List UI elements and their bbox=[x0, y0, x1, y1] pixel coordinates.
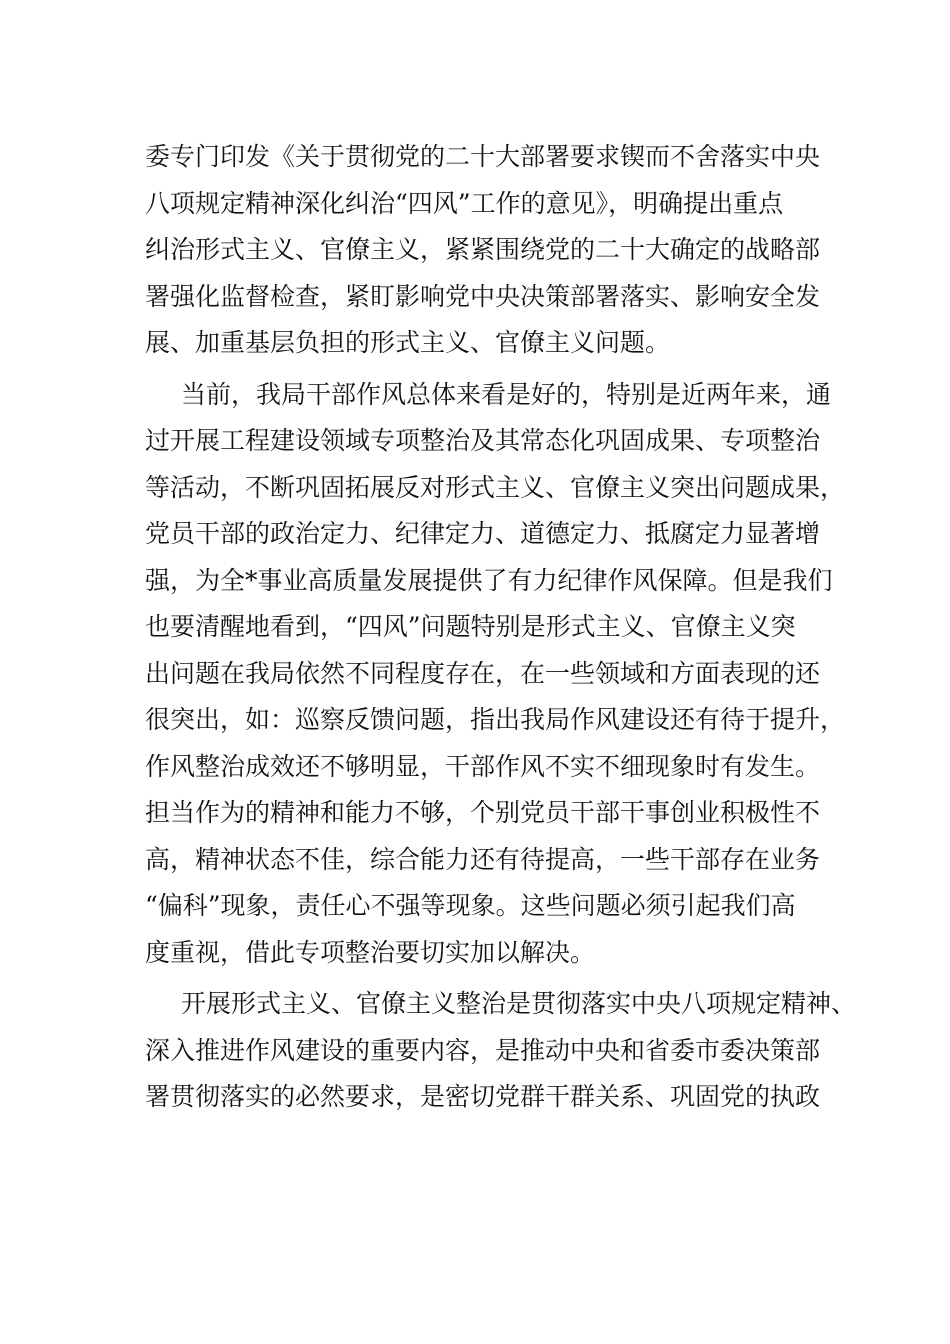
text-line: 开展形式主义、官僚主义整治是贯彻落实中央八项规定精神、 bbox=[181, 989, 857, 1018]
text-line: 过开展工程建设领域专项整治及其常态化巩固成果、专项整治 bbox=[145, 426, 821, 455]
document-body bbox=[145, 134, 857, 1126]
paragraph-2 bbox=[145, 372, 846, 977]
text-line: 八项规定精神深化纠治“四风”工作的意见》，明确提出重点 bbox=[145, 188, 784, 218]
text-line: 署强化监督检查，紧盯影响党中央决策部署落实、影响安全发 bbox=[145, 281, 821, 311]
text-line: 也要清醒地看到，“四风”问题特别是形式主义、官僚主义突 bbox=[145, 612, 796, 641]
text-line: 深入推进作风建设的重要内容，是推动中央和省委市委决策部 bbox=[145, 1035, 821, 1065]
text-line: 担当作为的精神和能力不够，个别党员干部干事创业积极性不 bbox=[145, 798, 821, 827]
text-line: 当前，我局干部作风总体来看是好的，特别是近两年来，通 bbox=[181, 379, 832, 409]
paragraph-1 bbox=[145, 134, 821, 367]
text-line: 很突出，如：巡察反馈问题，指出我局作风建设还有待于提升， bbox=[145, 705, 846, 734]
text-line: 作风整治成效还不够明显，干部作风不实不细现象时有发生。 bbox=[145, 751, 821, 781]
text-line: 委专门印发《关于贯彻党的二十大部署要求锲而不舍落实中央 bbox=[145, 142, 821, 171]
text-line: 等活动，不断巩固拓展反对形式主义、官僚主义突出问题成果， bbox=[145, 472, 846, 502]
text-line: 高，精神状态不佳，综合能力还有待提高，一些干部存在业务 bbox=[145, 844, 821, 874]
text-line: 署贯彻落实的必然要求，是密切党群干群关系、巩固党的执政 bbox=[145, 1082, 821, 1111]
text-line: 党员干部的政治定力、纪律定力、道德定力、抵腐定力显著增 bbox=[145, 519, 821, 548]
text-line: 度重视，借此专项整治要切实加以解决。 bbox=[145, 937, 596, 967]
text-line: 展、加重基层负担的形式主义、官僚主义问题。 bbox=[145, 328, 671, 357]
paragraph-3 bbox=[145, 981, 857, 1121]
text-line: 出问题在我局依然不同程度存在，在一些领域和方面表现的还 bbox=[145, 658, 821, 688]
text-line: 纠治形式主义、官僚主义，紧紧围绕党的二十大确定的战略部 bbox=[145, 235, 821, 264]
text-line: “偏科”现象，责任心不强等现象。这些问题必须引起我们高 bbox=[145, 891, 796, 920]
text-line: 强，为全*事业高质量发展提供了有力纪律作风保障。但是我们 bbox=[145, 565, 833, 595]
